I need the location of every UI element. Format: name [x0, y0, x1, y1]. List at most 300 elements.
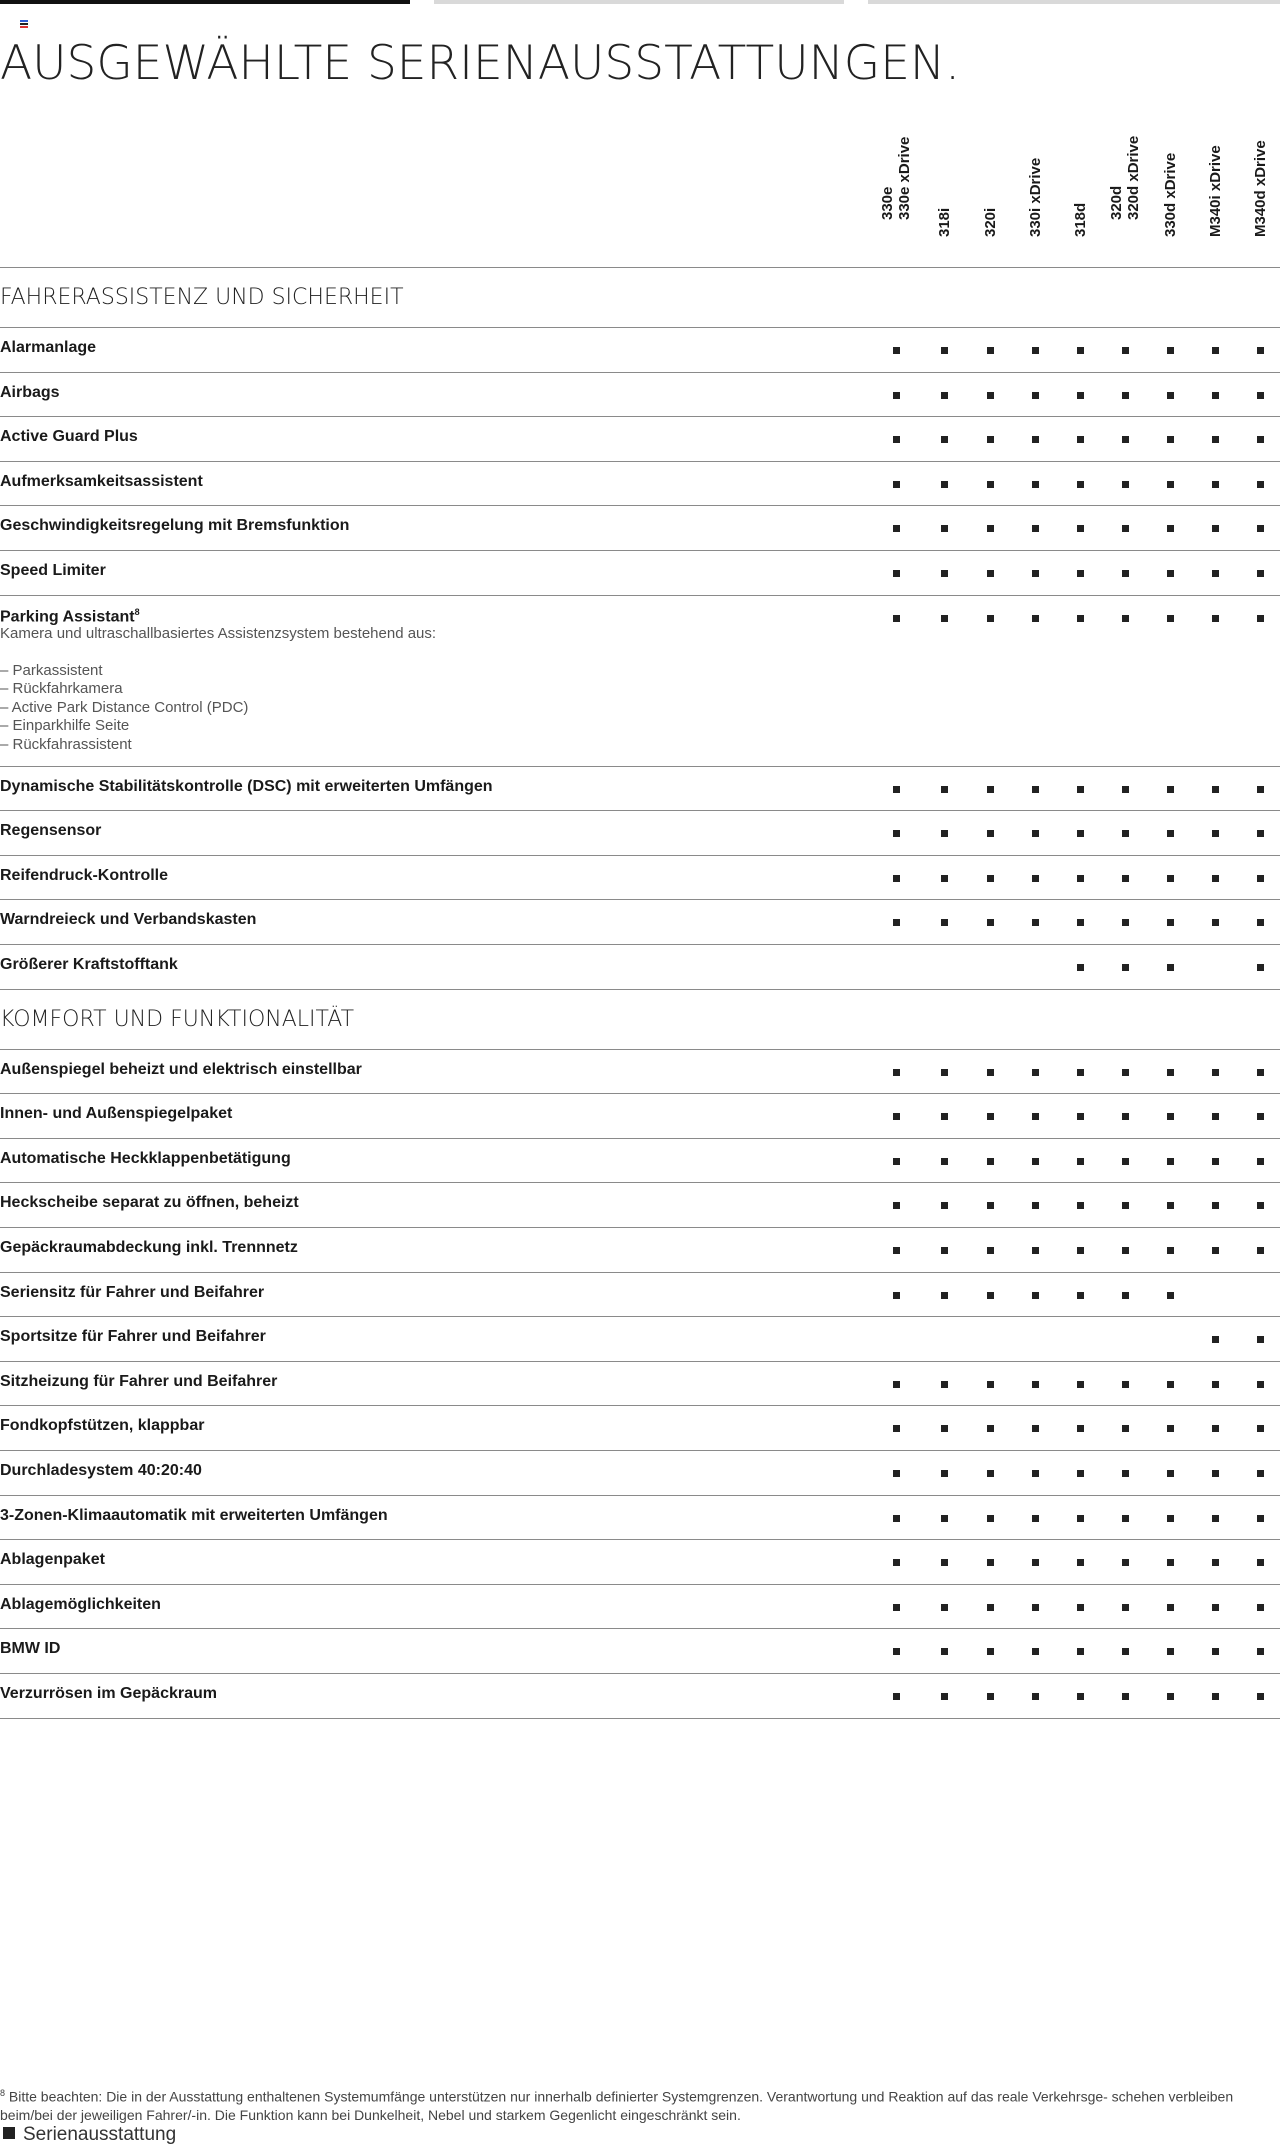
standard-equipment-mark: [1212, 1470, 1219, 1477]
feature-name: Alarmanlage: [0, 339, 97, 356]
standard-equipment-mark: [987, 1069, 994, 1076]
standard-equipment-mark: [1077, 1693, 1084, 1700]
standard-equipment-mark: [941, 1648, 948, 1655]
feature-label: [0, 1373, 277, 1391]
standard-equipment-mark: [1077, 1158, 1084, 1165]
model-column-header: [1020, 134, 1050, 254]
standard-equipment-mark: [941, 1470, 948, 1477]
standard-equipment-mark: [1077, 786, 1084, 793]
description-line: – Parkassistent: [0, 661, 103, 679]
model-name-line: 320i: [981, 207, 999, 237]
standard-equipment-mark: [1257, 1470, 1264, 1477]
standard-equipment-mark: [987, 1648, 994, 1655]
standard-equipment-mark: [1257, 786, 1264, 793]
divider: [0, 550, 1280, 551]
feature-label: [0, 473, 203, 491]
progress-segment[interactable]: [434, 0, 844, 4]
standard-equipment-mark: [1257, 919, 1264, 926]
standard-equipment-mark: [1122, 919, 1129, 926]
feature-label: [0, 607, 140, 626]
standard-equipment-mark: [1257, 1515, 1264, 1522]
standard-equipment-mark: [987, 875, 994, 882]
standard-equipment-mark: [1167, 436, 1174, 443]
feature-label: [0, 1417, 204, 1435]
standard-equipment-mark: [1257, 1648, 1264, 1655]
standard-equipment-mark: [1212, 786, 1219, 793]
feature-label: [0, 339, 96, 357]
model-column-header: [1245, 134, 1275, 254]
standard-equipment-mark: [1122, 481, 1129, 488]
standard-equipment-mark: [941, 875, 948, 882]
progress-segment-active[interactable]: [0, 0, 410, 4]
standard-equipment-mark: [1122, 525, 1129, 532]
standard-equipment-mark: [1257, 1559, 1264, 1566]
standard-equipment-mark: [987, 1425, 994, 1432]
standard-equipment-mark: [1212, 1693, 1219, 1700]
feature-name: Airbags: [0, 383, 60, 401]
standard-equipment-mark: [893, 1069, 900, 1076]
standard-equipment-mark: [1212, 1648, 1219, 1655]
standard-equipment-mark: [1257, 615, 1264, 622]
standard-equipment-mark: [987, 1559, 994, 1566]
standard-equipment-mark: [1032, 1515, 1039, 1522]
standard-equipment-mark: [1032, 570, 1039, 577]
standard-equipment-mark: [941, 1158, 948, 1165]
model-name: [936, 208, 953, 237]
standard-equipment-mark: [1167, 875, 1174, 882]
standard-equipment-mark: [1212, 1425, 1219, 1432]
feature-name: Verzurrösen im Gepäckraum: [0, 1685, 217, 1702]
divider: [0, 1584, 1280, 1585]
standard-equipment-mark: [1212, 392, 1219, 399]
standard-equipment-mark: [893, 1247, 900, 1254]
standard-equipment-mark: [1167, 964, 1174, 971]
standard-equipment-mark: [941, 615, 948, 622]
standard-equipment-mark: [1167, 1604, 1174, 1611]
feature-name: Innen- und Außenspiegelpaket: [0, 1105, 233, 1123]
standard-equipment-mark: [1212, 1381, 1219, 1388]
feature-name: Dynamische Stabilitätskontrolle (DSC) mit erweiterten Umfängen: [0, 777, 493, 795]
divider: [0, 989, 1280, 990]
standard-equipment-mark: [987, 481, 994, 488]
standard-equipment-mark: [1032, 1648, 1039, 1655]
standard-equipment-mark: [893, 1113, 900, 1120]
standard-equipment-mark: [1032, 1202, 1039, 1209]
feature-label: [0, 1061, 362, 1079]
legend: [0, 2124, 176, 2146]
standard-equipment-mark: [941, 1559, 948, 1566]
standard-equipment-mark: [893, 347, 900, 354]
standard-equipment-mark: [1167, 392, 1174, 399]
standard-equipment-mark: [941, 1425, 948, 1432]
feature-label: [0, 517, 349, 535]
standard-equipment-mark: [987, 919, 994, 926]
standard-equipment-mark: [987, 1604, 994, 1611]
standard-equipment-mark: [893, 1559, 900, 1566]
model-name-line: M340i xDrive: [1206, 145, 1224, 237]
progress-segment[interactable]: [868, 0, 1280, 4]
standard-equipment-mark: [1077, 392, 1084, 399]
standard-equipment-mark: [1167, 481, 1174, 488]
feature-label: [0, 1551, 105, 1569]
feature-name: BMW ID: [0, 1640, 61, 1658]
feature-description: [0, 625, 436, 755]
model-name-line: 330e xDrive: [896, 136, 913, 220]
standard-equipment-mark: [893, 570, 900, 577]
standard-equipment-mark: [1077, 615, 1084, 622]
footnote-text: Bitte beachten: Die in der Ausstattung enthaltenen Systemumfänge unterstützen nur innerhalb definierter Systemgrenzen. Verantwortung und Reaktion auf das reale Verkehrsge- schehen verbleiben beim/bei der jeweiligen Fahrer/-in. Die Funktion kann bei Dunkelheit, Nebel und starkem Gegenlicht eingeschränkt sein.: [0, 2088, 1234, 2123]
standard-equipment-mark: [893, 1292, 900, 1299]
model-column-header: [1065, 134, 1095, 254]
standard-equipment-mark: [893, 1515, 900, 1522]
standard-equipment-mark: [987, 1292, 994, 1299]
standard-equipment-mark: [1167, 830, 1174, 837]
standard-equipment-mark: [1257, 1069, 1264, 1076]
standard-equipment-mark: [893, 1425, 900, 1432]
standard-equipment-mark: [1032, 1559, 1039, 1566]
standard-equipment-mark: [941, 786, 948, 793]
standard-equipment-mark: [1257, 830, 1264, 837]
standard-equipment-mark: [941, 830, 948, 837]
standard-equipment-mark: [1122, 1515, 1129, 1522]
model-column-header: [881, 134, 911, 254]
standard-equipment-mark: [1032, 525, 1039, 532]
standard-equipment-mark: [893, 875, 900, 882]
feature-name: Ablagenpaket: [0, 1551, 105, 1569]
standard-equipment-mark: [987, 1381, 994, 1388]
footnote: [0, 2084, 1275, 2124]
standard-equipment-mark: [941, 1292, 948, 1299]
feature-name: Heckscheibe separat zu öffnen, beheizt: [0, 1194, 299, 1212]
model-name: [1162, 153, 1179, 237]
standard-equipment-mark: [893, 1648, 900, 1655]
feature-label: [0, 1105, 232, 1123]
standard-equipment-mark: [941, 1604, 948, 1611]
divider: [0, 1628, 1280, 1629]
standard-equipment-mark: [1257, 570, 1264, 577]
standard-equipment-mark: [1032, 1604, 1039, 1611]
divider: [0, 810, 1280, 811]
feature-label: [0, 1462, 202, 1480]
standard-equipment-mark: [1257, 1202, 1264, 1209]
standard-equipment-mark: [1077, 1069, 1084, 1076]
standard-equipment-mark: [941, 481, 948, 488]
standard-equipment-mark: [1032, 1158, 1039, 1165]
standard-equipment-mark: [1122, 964, 1129, 971]
standard-equipment-mark: [893, 436, 900, 443]
feature-name: Geschwindigkeitsregelung mit Bremsfunktion: [0, 517, 350, 535]
model-name-line: 318d: [1071, 202, 1089, 237]
standard-equipment-mark: [1257, 1381, 1264, 1388]
standard-equipment-mark: [1167, 1648, 1174, 1655]
feature-label: [0, 778, 493, 796]
standard-equipment-mark: [1212, 1515, 1219, 1522]
standard-equipment-mark: [987, 525, 994, 532]
feature-label: [0, 1239, 298, 1257]
description-line: [0, 643, 436, 662]
feature-name: Seriensitz für Fahrer und Beifahrer: [0, 1283, 265, 1301]
standard-equipment-mark: [1212, 830, 1219, 837]
standard-equipment-mark: [1212, 570, 1219, 577]
standard-equipment-mark: [1077, 436, 1084, 443]
feature-name: Gepäckraumabdeckung inkl. Trennnetz: [0, 1239, 298, 1256]
feature-label: [0, 428, 138, 446]
standard-equipment-mark: [941, 525, 948, 532]
feature-name: Größerer Kraftstofftank: [0, 956, 178, 973]
standard-equipment-mark: [987, 1202, 994, 1209]
model-name-line: 330e: [879, 186, 896, 220]
model-column-header: [1155, 134, 1185, 254]
divider: [0, 372, 1280, 373]
model-name-line: 320d: [1108, 185, 1125, 220]
standard-equipment-mark: [1032, 1693, 1039, 1700]
standard-equipment-mark: [987, 786, 994, 793]
standard-equipment-mark: [1167, 1470, 1174, 1477]
model-column-headers: [0, 135, 1280, 260]
model-name: [1252, 140, 1269, 237]
standard-equipment-mark: [987, 436, 994, 443]
standard-equipment-mark: [1122, 875, 1129, 882]
feature-label: [0, 1328, 266, 1346]
divider: [0, 766, 1280, 767]
standard-equipment-mark: [1167, 919, 1174, 926]
standard-equipment-mark: [893, 786, 900, 793]
divider: [0, 595, 1280, 596]
standard-equipment-mark: [1122, 570, 1129, 577]
standard-equipment-mark: [941, 1113, 948, 1120]
standard-equipment-square-icon: [3, 2127, 15, 2139]
feature-label: [0, 1194, 299, 1212]
standard-equipment-mark: [1032, 1292, 1039, 1299]
standard-equipment-mark: [1032, 830, 1039, 837]
feature-name: Parking Assistant: [0, 607, 135, 625]
standard-equipment-mark: [1167, 1292, 1174, 1299]
divider: [0, 1361, 1280, 1362]
feature-label: [0, 1507, 388, 1525]
standard-equipment-mark: [1077, 1470, 1084, 1477]
divider: [0, 1138, 1280, 1139]
feature-name: Regensensor: [0, 822, 102, 840]
standard-equipment-mark: [1077, 481, 1084, 488]
standard-equipment-mark: [987, 1113, 994, 1120]
standard-equipment-mark: [1122, 615, 1129, 622]
standard-equipment-mark: [1167, 1247, 1174, 1254]
bmw-m-stripes-icon: [20, 20, 28, 28]
standard-equipment-mark: [941, 392, 948, 399]
standard-equipment-mark: [893, 615, 900, 622]
model-name: [1207, 145, 1224, 237]
standard-equipment-mark: [893, 392, 900, 399]
standard-equipment-mark: [941, 1381, 948, 1388]
standard-equipment-mark: [1077, 919, 1084, 926]
standard-equipment-mark: [1077, 347, 1084, 354]
standard-equipment-mark: [1257, 347, 1264, 354]
standard-equipment-mark: [1122, 1202, 1129, 1209]
standard-equipment-mark: [1032, 1425, 1039, 1432]
standard-equipment-mark: [893, 1470, 900, 1477]
standard-equipment-mark: [987, 830, 994, 837]
standard-equipment-mark: [1167, 525, 1174, 532]
divider: [0, 1227, 1280, 1228]
feature-label: [0, 384, 60, 402]
standard-equipment-mark: [987, 1247, 994, 1254]
standard-equipment-mark: [1122, 1604, 1129, 1611]
divider: [0, 1316, 1280, 1317]
standard-equipment-mark: [1212, 1202, 1219, 1209]
feature-name: Active Guard Plus: [0, 428, 138, 446]
standard-equipment-mark: [987, 615, 994, 622]
standard-equipment-mark: [1077, 1113, 1084, 1120]
feature-label: [0, 822, 101, 840]
feature-name: Automatische Heckklappenbetätigung: [0, 1149, 291, 1167]
model-name-line: 318i: [935, 207, 953, 237]
standard-equipment-mark: [1167, 1069, 1174, 1076]
standard-equipment-mark: [1257, 436, 1264, 443]
description-line: – Rückfahrkamera: [0, 680, 123, 698]
standard-equipment-mark: [1122, 1069, 1129, 1076]
divider: [0, 267, 1280, 268]
divider: [0, 1405, 1280, 1406]
model-name: [982, 208, 999, 237]
standard-equipment-mark: [1257, 1336, 1264, 1343]
standard-equipment-mark: [1167, 1515, 1174, 1522]
description-line: – Active Park Distance Control (PDC): [0, 698, 249, 716]
standard-equipment-mark: [1032, 392, 1039, 399]
divider: [0, 899, 1280, 900]
feature-name: Fondkopfstützen, klappbar: [0, 1417, 205, 1435]
standard-equipment-mark: [1077, 1247, 1084, 1254]
standard-equipment-mark: [1212, 1604, 1219, 1611]
legend-label: Serienausstattung: [23, 2124, 177, 2145]
standard-equipment-mark: [1032, 875, 1039, 882]
standard-equipment-mark: [1122, 392, 1129, 399]
divider: [0, 1673, 1280, 1674]
feature-label: [0, 1284, 264, 1302]
standard-equipment-mark: [893, 1158, 900, 1165]
standard-equipment-mark: [1077, 1292, 1084, 1299]
standard-equipment-mark: [1077, 1202, 1084, 1209]
page-title: AUSGEWÄHLTE SERIENAUSSTATTUNGEN.: [0, 36, 961, 91]
standard-equipment-mark: [1122, 1470, 1129, 1477]
model-name-line: M340d xDrive: [1251, 140, 1269, 237]
standard-equipment-mark: [1122, 830, 1129, 837]
model-column-header: [1200, 134, 1230, 254]
standard-equipment-mark: [1122, 347, 1129, 354]
standard-equipment-mark: [941, 347, 948, 354]
standard-equipment-mark: [1032, 347, 1039, 354]
divider: [0, 944, 1280, 945]
standard-equipment-mark: [1032, 615, 1039, 622]
standard-equipment-mark: [1212, 436, 1219, 443]
feature-label: [0, 1150, 291, 1168]
divider: [0, 327, 1280, 328]
feature-label: [0, 1596, 161, 1614]
standard-equipment-mark: [1257, 1693, 1264, 1700]
standard-equipment-mark: [1212, 1336, 1219, 1343]
standard-equipment-mark: [1077, 1559, 1084, 1566]
model-name-line: 320d xDrive: [1125, 135, 1142, 220]
standard-equipment-mark: [1122, 1381, 1129, 1388]
feature-name: Außenspiegel beheizt und elektrisch einstellbar: [0, 1060, 362, 1078]
model-name: [879, 137, 913, 220]
standard-equipment-mark: [1122, 436, 1129, 443]
standard-equipment-mark: [1257, 1247, 1264, 1254]
feature-name: Warndreieck und Verbandskasten: [0, 911, 257, 929]
standard-equipment-mark: [1077, 875, 1084, 882]
standard-equipment-mark: [1032, 919, 1039, 926]
standard-equipment-mark: [1257, 525, 1264, 532]
section-title: KOMFORT UND FUNKTIONALITÄT: [0, 1006, 355, 1032]
standard-equipment-mark: [1257, 1604, 1264, 1611]
standard-equipment-mark: [941, 1693, 948, 1700]
standard-equipment-mark: [1167, 1425, 1174, 1432]
standard-equipment-mark: [941, 1069, 948, 1076]
standard-equipment-mark: [1167, 615, 1174, 622]
divider: [0, 1272, 1280, 1273]
feature-label: [0, 562, 106, 580]
standard-equipment-mark: [1257, 964, 1264, 971]
standard-equipment-mark: [1212, 347, 1219, 354]
divider: [0, 1718, 1280, 1719]
standard-equipment-mark: [1167, 1693, 1174, 1700]
divider: [0, 505, 1280, 506]
standard-equipment-mark: [1122, 1648, 1129, 1655]
feature-name: Aufmerksamkeitsassistent: [0, 472, 203, 490]
standard-equipment-mark: [987, 1470, 994, 1477]
standard-equipment-mark: [1167, 1559, 1174, 1566]
divider: [0, 1049, 1280, 1050]
standard-equipment-mark: [1122, 1247, 1129, 1254]
divider: [0, 1450, 1280, 1451]
standard-equipment-mark: [1032, 1113, 1039, 1120]
divider: [0, 855, 1280, 856]
standard-equipment-mark: [987, 1158, 994, 1165]
divider: [0, 1495, 1280, 1496]
standard-equipment-mark: [1167, 1202, 1174, 1209]
standard-equipment-mark: [941, 1247, 948, 1254]
section-title: FAHRERASSISTENZ UND SICHERHEIT: [0, 285, 404, 310]
standard-equipment-mark: [1032, 786, 1039, 793]
feature-name: Durchladesystem 40:20:40: [0, 1462, 202, 1479]
standard-equipment-mark: [893, 1202, 900, 1209]
divider: [0, 416, 1280, 417]
standard-equipment-mark: [1032, 1069, 1039, 1076]
standard-equipment-mark: [1212, 919, 1219, 926]
standard-equipment-mark: [987, 570, 994, 577]
standard-equipment-mark: [1167, 1113, 1174, 1120]
standard-equipment-mark: [1122, 1693, 1129, 1700]
standard-equipment-mark: [1257, 1113, 1264, 1120]
divider: [0, 1539, 1280, 1540]
feature-label: [0, 1685, 217, 1703]
standard-equipment-mark: [1167, 570, 1174, 577]
standard-equipment-mark: [1077, 1515, 1084, 1522]
feature-name: Ablagemöglichkeiten: [0, 1595, 161, 1613]
standard-equipment-mark: [893, 1381, 900, 1388]
description-line: – Einparkhilfe Seite: [0, 717, 130, 735]
standard-equipment-mark: [1257, 392, 1264, 399]
standard-equipment-mark: [1032, 481, 1039, 488]
standard-equipment-mark: [941, 1202, 948, 1209]
standard-equipment-mark: [1122, 1113, 1129, 1120]
standard-equipment-mark: [1077, 1425, 1084, 1432]
feature-name: Reifendruck-Kontrolle: [0, 866, 169, 884]
standard-equipment-mark: [1077, 570, 1084, 577]
standard-equipment-mark: [893, 830, 900, 837]
standard-equipment-mark: [1077, 1604, 1084, 1611]
feature-label: [0, 911, 256, 929]
standard-equipment-mark: [1032, 1381, 1039, 1388]
